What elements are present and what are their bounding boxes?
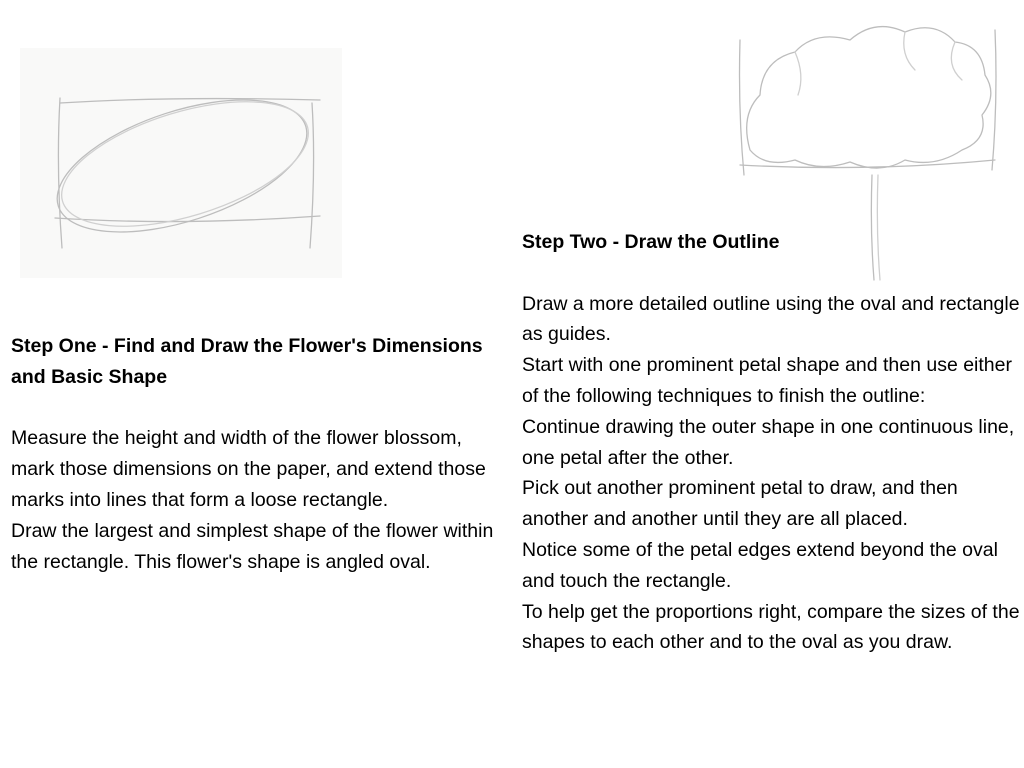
step-two-paragraph: Notice some of the petal edges extend beyond the oval and touch the rectangle. bbox=[522, 538, 998, 592]
step-two-paragraph: Pick out another prominent petal to draw, and then another and another until they are all placed. bbox=[522, 477, 958, 531]
step-two-paragraph: Continue drawing the outer shape in one continuous line, one petal after the other. bbox=[522, 415, 1015, 469]
left-guide-line bbox=[740, 40, 745, 175]
step-one-paragraph: Measure the height and width of the flower blossom, mark those dimensions on the paper, and extend those marks into lines that form a loose rectangle. bbox=[11, 427, 486, 511]
step-one-sketch-image bbox=[20, 48, 342, 278]
petal-edge-line bbox=[904, 32, 915, 70]
angled-oval-shape-retrace bbox=[47, 77, 322, 251]
step-two-paragraph: Draw a more detailed outline using the oval and rectangle as guides. bbox=[522, 292, 1020, 346]
step-one-paragraph: Draw the largest and simplest shape of the flower within the rectangle. This flower's shape is angled oval. bbox=[11, 519, 494, 573]
bottom-guide-line bbox=[740, 160, 995, 168]
right-guide-line bbox=[992, 30, 996, 170]
step-one-section bbox=[11, 331, 501, 577]
right-guide-line bbox=[310, 103, 314, 248]
oval-in-rectangle-sketch bbox=[20, 48, 342, 278]
petal-edge-line bbox=[795, 52, 801, 95]
petal-edge-line bbox=[951, 42, 962, 80]
petal-outline-shape bbox=[747, 27, 991, 168]
step-two-paragraph: To help get the proportions right, compare the sizes of the shapes to each other and to the oval as you draw. bbox=[522, 600, 1020, 654]
left-guide-line bbox=[58, 98, 62, 248]
step-two-section bbox=[522, 227, 1020, 658]
top-guide-line bbox=[60, 99, 320, 103]
step-two-paragraph: Start with one prominent petal shape and then use either of the following techniques to finish the outline: bbox=[522, 354, 1012, 407]
step-two-heading: Step Two - Draw the Outline bbox=[522, 231, 780, 253]
step-one-heading: Step One - Find and Draw the Flower's Dimensions and Basic Shape bbox=[11, 335, 483, 388]
